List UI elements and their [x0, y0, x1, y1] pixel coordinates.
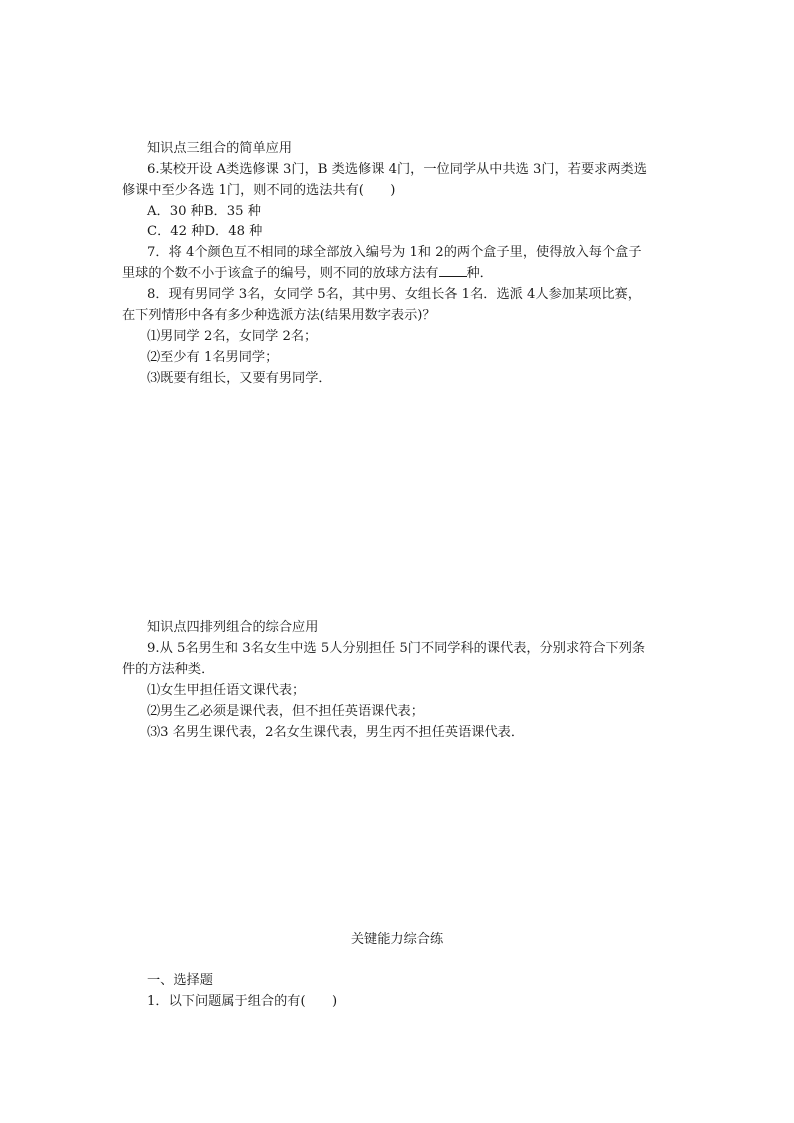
- q6-line2: 修课中至少各选 1门，则不同的选法共有( ): [122, 183, 396, 198]
- q9-line1: 9.从 5名男生和 3名女生中选 5人分别担任 5门不同学科的课代表，分别求符合下列条: [147, 641, 646, 656]
- q8-line1: 8．现有男同学 3名，女同学 5名，其中男、女组长各 1名．选派 4人参加某项比赛，: [147, 287, 641, 302]
- q6-line1: 6.某校开设 A类选修课 3门，B 类选修课 4门，一位同学从中共选 3门，若要求两类选: [147, 162, 647, 177]
- section3-heading: 知识点三组合的简单应用: [147, 141, 293, 156]
- q9-sub2: ⑵男生乙必须是课代表，但不担任英语课代表；: [147, 704, 424, 719]
- q7-line2-end: 种．: [466, 266, 493, 281]
- practice-title: 关键能力综合练: [350, 932, 444, 947]
- q7-line2: [122, 264, 493, 284]
- q8-sub2: ⑵至少有 1名男同学；: [147, 350, 279, 365]
- section4-heading: 知识点四排列组合的综合应用: [147, 620, 319, 635]
- q7-line1: 7．将 4个颜色互不相同的球全部放入编号为 1和 2的两个盒子里，使得放入每个盒子: [147, 245, 642, 260]
- q6-options-ab: A．30 种B．35 种: [147, 204, 261, 219]
- practice-part1-heading: 一、选择题: [147, 973, 213, 988]
- q8-line2: 在下列情形中各有多少种选派方法(结果用数字表示)？: [122, 308, 436, 323]
- q7-line2-start: 里球的个数不小于该盒子的编号，则不同的放球方法有: [122, 266, 439, 281]
- q8-sub3: ⑶既要有组长，又要有男同学．: [147, 371, 332, 386]
- q6-options-cd: C．42 种D．48 种: [147, 224, 263, 239]
- q9-sub3: ⑶3 名男生课代表，2名女生课代表，男生丙不担任英语课代表．: [147, 725, 525, 740]
- practice-q1: 1．以下问题属于组合的有( ): [147, 994, 338, 1009]
- answer-blank: [439, 264, 467, 277]
- q9-line2: 件的方法种类．: [122, 662, 215, 677]
- q9-sub1: ⑴女生甲担任语文课代表；: [147, 683, 306, 698]
- q8-sub1: ⑴男同学 2名，女同学 2名；: [147, 329, 318, 344]
